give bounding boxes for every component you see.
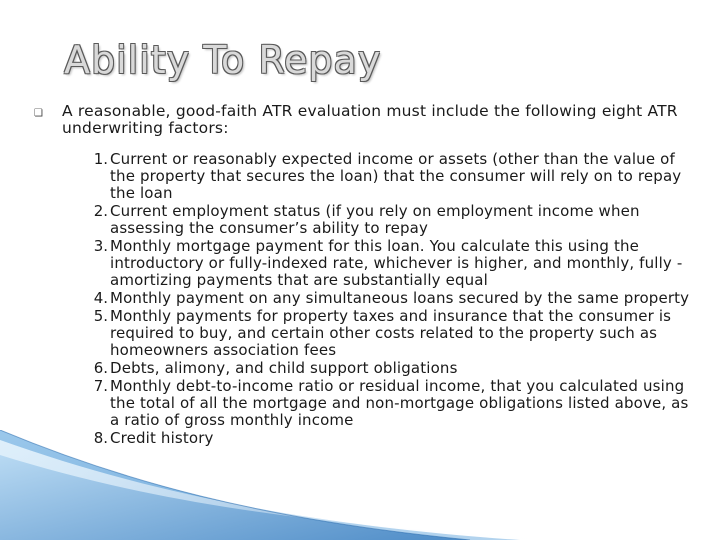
square-bullet-icon: ❏ bbox=[34, 108, 43, 119]
list-item bbox=[64, 238, 696, 289]
list-item bbox=[64, 151, 696, 202]
list-number: 1. bbox=[93, 150, 108, 168]
list-number: 3. bbox=[93, 237, 108, 255]
list-item bbox=[64, 290, 696, 307]
list-item-text: Monthly mortgage payment for this loan. You calculate this using the introductory or fully-indexed rate, whichever is higher, and monthly, fully -amortizing payments that are substantially equal bbox=[110, 237, 683, 289]
list-item bbox=[64, 378, 696, 429]
slide-content bbox=[34, 103, 696, 448]
list-item bbox=[64, 430, 696, 447]
list-item-text: Monthly payments for property taxes and insurance that the consumer is required to buy, and certain other costs related to the property such as homeowners association fees bbox=[110, 307, 672, 359]
list-item-text: Current or reasonably expected income or assets (other than the value of the property that secures the loan) that the consumer will rely on to repay the loan bbox=[110, 150, 682, 202]
list-item-text: Monthly debt-to-income ratio or residual income, that you calculated using the total of all the mortgage and non-mortgage obligations listed above, as a ratio of gross monthly income bbox=[110, 377, 689, 429]
list-number: 7. bbox=[93, 377, 108, 395]
list-number: 8. bbox=[93, 429, 108, 447]
lead-text: A reasonable, good-faith ATR evaluation must include the following eight ATR underwriting factors: bbox=[62, 102, 678, 137]
list-item-text: Monthly payment on any simultaneous loans secured by the same property bbox=[110, 289, 690, 307]
list-item-text: Current employment status (if you rely on employment income when assessing the consumer’s ability to repay bbox=[110, 202, 640, 237]
factor-list bbox=[64, 151, 696, 447]
lead-bullet bbox=[34, 103, 696, 137]
list-number: 4. bbox=[93, 289, 108, 307]
list-item-text: Credit history bbox=[110, 429, 214, 447]
list-item bbox=[64, 308, 696, 359]
list-number: 6. bbox=[93, 359, 108, 377]
list-item-text: Debts, alimony, and child support obligations bbox=[110, 359, 458, 377]
slide-title: Ability To Repay bbox=[64, 38, 382, 82]
list-number: 2. bbox=[93, 202, 108, 220]
list-number: 5. bbox=[93, 307, 108, 325]
list-item bbox=[64, 203, 696, 237]
list-item bbox=[64, 360, 696, 377]
